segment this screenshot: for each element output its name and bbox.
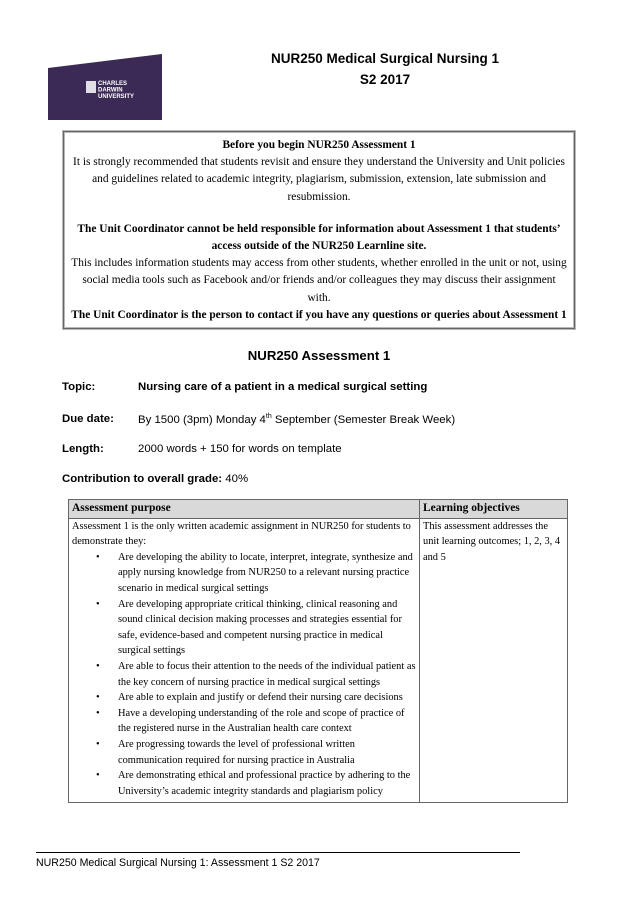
column-header-objectives: Learning objectives: [420, 500, 568, 519]
due-date-value: By 1500 (3pm) Monday 4th September (Semester Break Week): [138, 413, 456, 426]
title-line-1: NUR250 Medical Surgical Nursing 1: [270, 51, 500, 66]
list-item: • Are able to explain and justify or defend their nursing care decisions: [72, 690, 416, 706]
topic-value: Nursing care of a patient in a medical surgical setting: [138, 381, 428, 393]
university-logo: [48, 54, 162, 120]
due-date-label: Due date:: [62, 413, 114, 425]
title-line-2: S2 2017: [359, 72, 411, 87]
svg-text:DARWIN: DARWIN: [98, 87, 123, 94]
assessment-title: NUR250 Assessment 1: [247, 348, 391, 363]
document-title: [175, 48, 595, 90]
notice-heading: Before you begin NUR250 Assessment 1: [222, 139, 416, 151]
page-footer: NUR250 Medical Surgical Nursing 1: Assessment 1 S2 2017: [36, 857, 320, 869]
list-item: • Are demonstrating ethical and professional practice by adhering to the University’s academic integrity standards and plagiarism policy: [72, 768, 416, 799]
table-header-row: [69, 500, 568, 519]
contribution-label: Contribution to overall grade:: [62, 473, 223, 485]
notice-box: [62, 130, 576, 330]
footer-divider: [36, 852, 520, 853]
svg-text:UNIVERSITY: UNIVERSITY: [98, 94, 135, 100]
svg-text:CHARLES: CHARLES: [98, 81, 128, 87]
purpose-cell: [69, 518, 420, 803]
logo-emblem-icon: [48, 54, 162, 120]
length-value: 2000 words + 150 for words on template: [138, 443, 342, 455]
notice-paragraph-3: This includes information students may access from other students, whether enrolled in the unit or not, using social media tools such as Facebook and/or friends and/or colleagues they may discuss their assignment with.: [71, 257, 567, 304]
objectives-cell: This assessment addresses the unit learning outcomes; 1, 2, 3, 4 and 5: [420, 518, 568, 803]
table-row: [69, 518, 568, 803]
column-header-purpose: Assessment purpose: [69, 500, 420, 519]
list-item: • Are developing the ability to locate, interpret, integrate, synthesize and apply nursing knowledge from NUR250 to a relevant nursing practice scenario in medical surgical settings: [72, 550, 416, 597]
list-item: • Have a developing understanding of the role and scope of practice of the registered nurse in the Australian health care context: [72, 706, 416, 737]
purpose-bullet-list: [72, 550, 416, 800]
notice-paragraph-1: It is strongly recommended that students revisit and ensure they understand the University and Unit policies and guidelines related to academic integrity, plagiarism, submission, extension, late submission and resubmission.: [73, 156, 565, 203]
list-item: • Are progressing towards the level of professional written communication required for nursing practice in Australia: [72, 737, 416, 768]
notice-paragraph-2: The Unit Coordinator cannot be held responsible for information about Assessment 1 that students’ access outside of the NUR250 Learnline site.: [77, 222, 561, 253]
contribution-row: [62, 473, 248, 485]
topic-label: Topic:: [62, 381, 96, 393]
list-item: • Are developing appropriate critical thinking, clinical reasoning and sound clinical decision making processes and strategies essential for safe, evidence-based and competent nursing practice in medical surgical settings: [72, 597, 416, 659]
assessment-purpose-table: [68, 499, 568, 803]
notice-paragraph-4: The Unit Coordinator is the person to contact if you have any questions or queries about Assessment 1: [71, 308, 567, 321]
length-label: Length:: [62, 443, 104, 455]
contribution-value: 40%: [225, 473, 249, 485]
list-item: • Are able to focus their attention to the needs of the individual patient as the key concern of nursing practice in medical surgical settings: [72, 659, 416, 690]
purpose-intro: Assessment 1 is the only written academic assignment in NUR250 for students to demonstrate they:: [72, 520, 411, 548]
